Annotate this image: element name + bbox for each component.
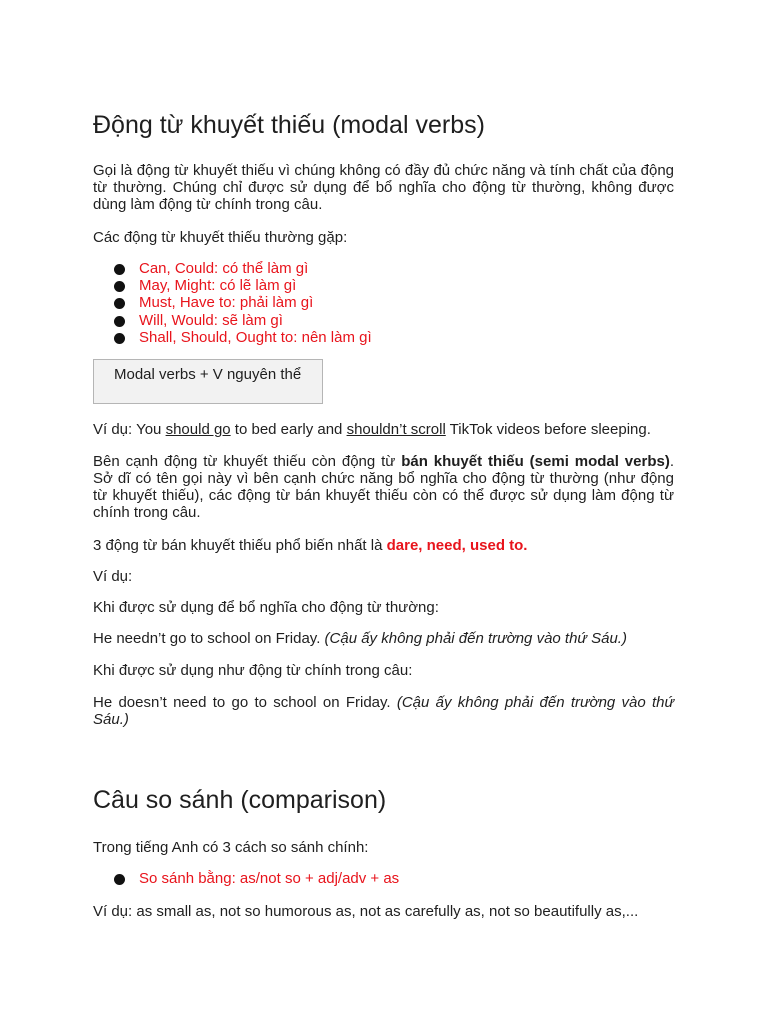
auxiliary-usage-label: Khi được sử dụng để bổ nghĩa cho động từ thường: bbox=[93, 599, 439, 616]
translation: (Cậu ấy không phải đến trường vào thứ Sáu.) bbox=[93, 694, 675, 728]
bullet-icon bbox=[114, 281, 125, 292]
section-title-comparison: Câu so sánh (comparison) bbox=[93, 786, 387, 814]
semi-modal-verbs-highlight: dare, need, used to. bbox=[386, 537, 528, 554]
common-semi-modals: 3 động từ bán khuyết thiếu phổ biến nhất là dare, need, used to. bbox=[93, 537, 528, 554]
main-verb-usage-example: He doesn’t need to go to school on Friday. (Cậu ấy không phải đến trường vào thứ Sáu.) bbox=[93, 694, 675, 728]
comparison-intro: Trong tiếng Anh có 3 cách so sánh chính: bbox=[93, 839, 369, 856]
underlined-phrase: should go bbox=[165, 421, 231, 438]
list-item: May, Might: có lẽ làm gì bbox=[114, 277, 372, 294]
semi-modal-term: bán khuyết thiếu (semi modal verbs) bbox=[401, 453, 670, 470]
modal-example: Ví dụ: You should go to bed early and shouldn’t scroll TikTok videos before sleeping. bbox=[93, 421, 651, 438]
bullet-icon bbox=[114, 333, 125, 344]
translation: (Cậu ấy không phải đến trường vào thứ Sáu.) bbox=[324, 630, 627, 647]
list-item: Must, Have to: phải làm gì bbox=[114, 294, 372, 311]
modal-verbs-list bbox=[114, 260, 372, 346]
comparison-example: Ví dụ: as small as, not so humorous as, not as carefully as, not so beautifully as,... bbox=[93, 903, 639, 920]
formula-text: Modal verbs + V nguyên thể bbox=[114, 366, 302, 383]
bullet-icon bbox=[114, 298, 125, 309]
underlined-phrase: shouldn’t scroll bbox=[346, 421, 446, 438]
section-title-modal-verbs: Động từ khuyết thiếu (modal verbs) bbox=[93, 111, 485, 139]
bullet-icon bbox=[114, 264, 125, 275]
list-item: Will, Would: sẽ làm gì bbox=[114, 312, 372, 329]
bullet-icon bbox=[114, 874, 125, 885]
main-verb-usage-label: Khi được sử dụng như động từ chính trong câu: bbox=[93, 662, 413, 679]
common-modals-label: Các động từ khuyết thiếu thường gặp: bbox=[93, 229, 348, 246]
bullet-icon bbox=[114, 316, 125, 327]
list-item: Shall, Should, Ought to: nên làm gì bbox=[114, 329, 372, 346]
semi-modal-paragraph: Bên cạnh động từ khuyết thiếu còn động từ bán khuyết thiếu (semi modal verbs). Sở dĩ có tên gọi này vì bên cạnh chức năng bổ nghĩa cho động từ thường (như động từ khuyết thiếu), các động từ bán khuyết thiếu còn có thể được sử dụng làm động từ chính trong câu. bbox=[93, 453, 674, 521]
list-item: So sánh bằng: as/not so + adj/adv + as bbox=[114, 870, 399, 887]
auxiliary-usage-example: He needn’t go to school on Friday. (Cậu ấy không phải đến trường vào thứ Sáu.) bbox=[93, 630, 627, 647]
example-label: Ví dụ: bbox=[93, 568, 133, 585]
modal-intro-paragraph: Gọi là động từ khuyết thiếu vì chúng không có đầy đủ chức năng và tính chất của động từ thường. Chúng chỉ được sử dụng để bổ nghĩa cho động từ thường, không được dùng làm động từ chính trong câu. bbox=[93, 162, 674, 213]
formula-box bbox=[93, 359, 323, 404]
list-item: Can, Could: có thể làm gì bbox=[114, 260, 372, 277]
comparison-list bbox=[114, 870, 399, 887]
